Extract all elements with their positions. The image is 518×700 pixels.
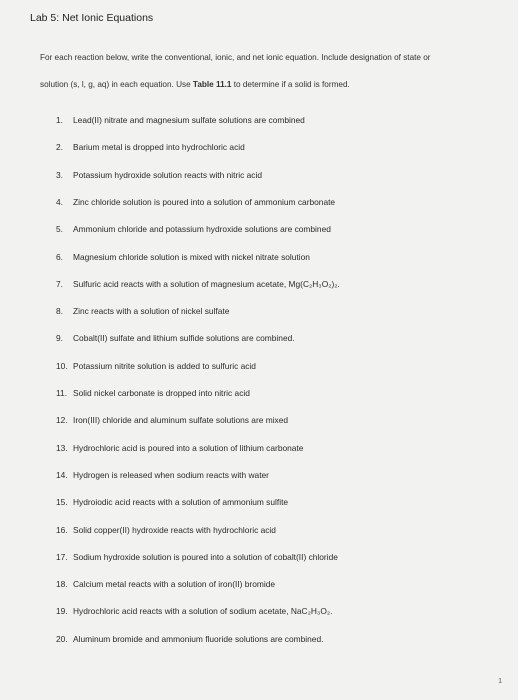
list-item-text: Hydrochloric acid reacts with a solution of sodium acetate, NaC₂H₃O₂. bbox=[73, 606, 333, 617]
list-item-number: 16. bbox=[56, 524, 68, 535]
list-item-text: Barium metal is dropped into hydrochloric acid bbox=[73, 142, 245, 153]
list-item-text: Cobalt(II) sulfate and lithium sulfide solutions are combined. bbox=[73, 333, 295, 344]
list-item-number: 11. bbox=[56, 388, 68, 398]
list-item bbox=[56, 250, 310, 264]
list-item bbox=[56, 140, 245, 154]
list-item-number: 9. bbox=[56, 333, 63, 344]
list-item bbox=[56, 386, 250, 400]
list-item-number: 8. bbox=[56, 306, 63, 317]
list-item-text: Magnesium chloride solution is mixed with nickel nitrate solution bbox=[73, 251, 310, 262]
list-item bbox=[56, 577, 275, 591]
list-item bbox=[56, 277, 340, 291]
list-item bbox=[56, 331, 295, 345]
list-item-number: 7. bbox=[56, 278, 63, 289]
list-item-number: 1. bbox=[56, 115, 63, 125]
list-item bbox=[56, 550, 338, 564]
list-item-number: 4. bbox=[56, 196, 63, 207]
list-item-number: 2. bbox=[56, 142, 63, 153]
list-item-number: 17. bbox=[56, 551, 68, 562]
instructions-text-a: solution (s, l, g, aq) in each equation. Use bbox=[40, 80, 193, 89]
list-item-text: Solid copper(II) hydroxide reacts with hydrochloric acid bbox=[73, 524, 276, 535]
list-item bbox=[56, 113, 305, 127]
list-item-number: 13. bbox=[56, 442, 68, 453]
list-item-number: 19. bbox=[56, 606, 68, 617]
list-item-number: 12. bbox=[56, 415, 68, 426]
page-number: 1 bbox=[498, 678, 502, 685]
list-item-text: Hydrochloric acid is poured into a solution of lithium carbonate bbox=[73, 442, 304, 453]
list-item bbox=[56, 468, 269, 482]
list-item-number: 5. bbox=[56, 224, 63, 235]
list-item bbox=[56, 195, 335, 209]
list-item bbox=[56, 495, 288, 509]
instructions-table-ref: Table 11.1 bbox=[192, 80, 232, 89]
instructions-line-1: For each reaction below, write the conventional, ionic, and net ionic equation. Include designation of state or bbox=[40, 53, 431, 62]
list-item-text: Hydroiodic acid reacts with a solution of ammonium sulfite bbox=[73, 497, 289, 508]
list-item-number: 6. bbox=[56, 251, 63, 262]
list-item bbox=[56, 441, 303, 455]
list-item bbox=[56, 359, 256, 373]
list-item bbox=[56, 304, 229, 318]
instructions-text-c: to determine if a solid is formed. bbox=[231, 80, 350, 89]
instructions-line-2 bbox=[40, 80, 500, 90]
list-item-number: 18. bbox=[56, 579, 68, 590]
list-item-number: 10. bbox=[56, 360, 68, 371]
list-item bbox=[56, 523, 276, 537]
list-item-number: 20. bbox=[56, 633, 68, 644]
list-item-text: Hydrogen is released when sodium reacts with water bbox=[73, 469, 269, 480]
page-title: Lab 5: Net Ionic Equations bbox=[30, 12, 154, 24]
list-item-text: Ammonium chloride and potassium hydroxide solutions are combined bbox=[73, 224, 331, 235]
list-item-text: Zinc chloride solution is poured into a solution of ammonium carbonate bbox=[73, 196, 336, 207]
list-item-number: 14. bbox=[56, 469, 68, 480]
list-item-text: Aluminum bromide and ammonium fluoride solutions are combined. bbox=[73, 633, 324, 644]
list-item-text: Sulfuric acid reacts with a solution of magnesium acetate, Mg(C₂H₃O₂)₂. bbox=[73, 278, 340, 289]
list-item-text: Potassium hydroxide solution reacts with nitric acid bbox=[73, 169, 262, 180]
list-item bbox=[56, 604, 332, 618]
list-item-text: Iron(III) chloride and aluminum sulfate solutions are mixed bbox=[73, 415, 289, 426]
list-item-number: 15. bbox=[56, 497, 68, 508]
list-item bbox=[56, 168, 262, 182]
list-item-text: Zinc reacts with a solution of nickel sulfate bbox=[73, 306, 230, 317]
list-item bbox=[56, 413, 288, 427]
list-item-text: Lead(II) nitrate and magnesium sulfate solutions are combined bbox=[73, 115, 305, 125]
list-item bbox=[56, 632, 323, 646]
list-item-text: Potassium nitrite solution is added to sulfuric acid bbox=[73, 360, 256, 371]
list-item-text: Solid nickel carbonate is dropped into nitric acid bbox=[73, 388, 250, 398]
list-item-text: Calcium metal reacts with a solution of iron(II) bromide bbox=[73, 579, 276, 590]
list-item-number: 3. bbox=[56, 169, 63, 180]
list-item-text: Sodium hydroxide solution is poured into a solution of cobalt(II) chloride bbox=[73, 551, 338, 562]
list-item bbox=[56, 222, 331, 236]
